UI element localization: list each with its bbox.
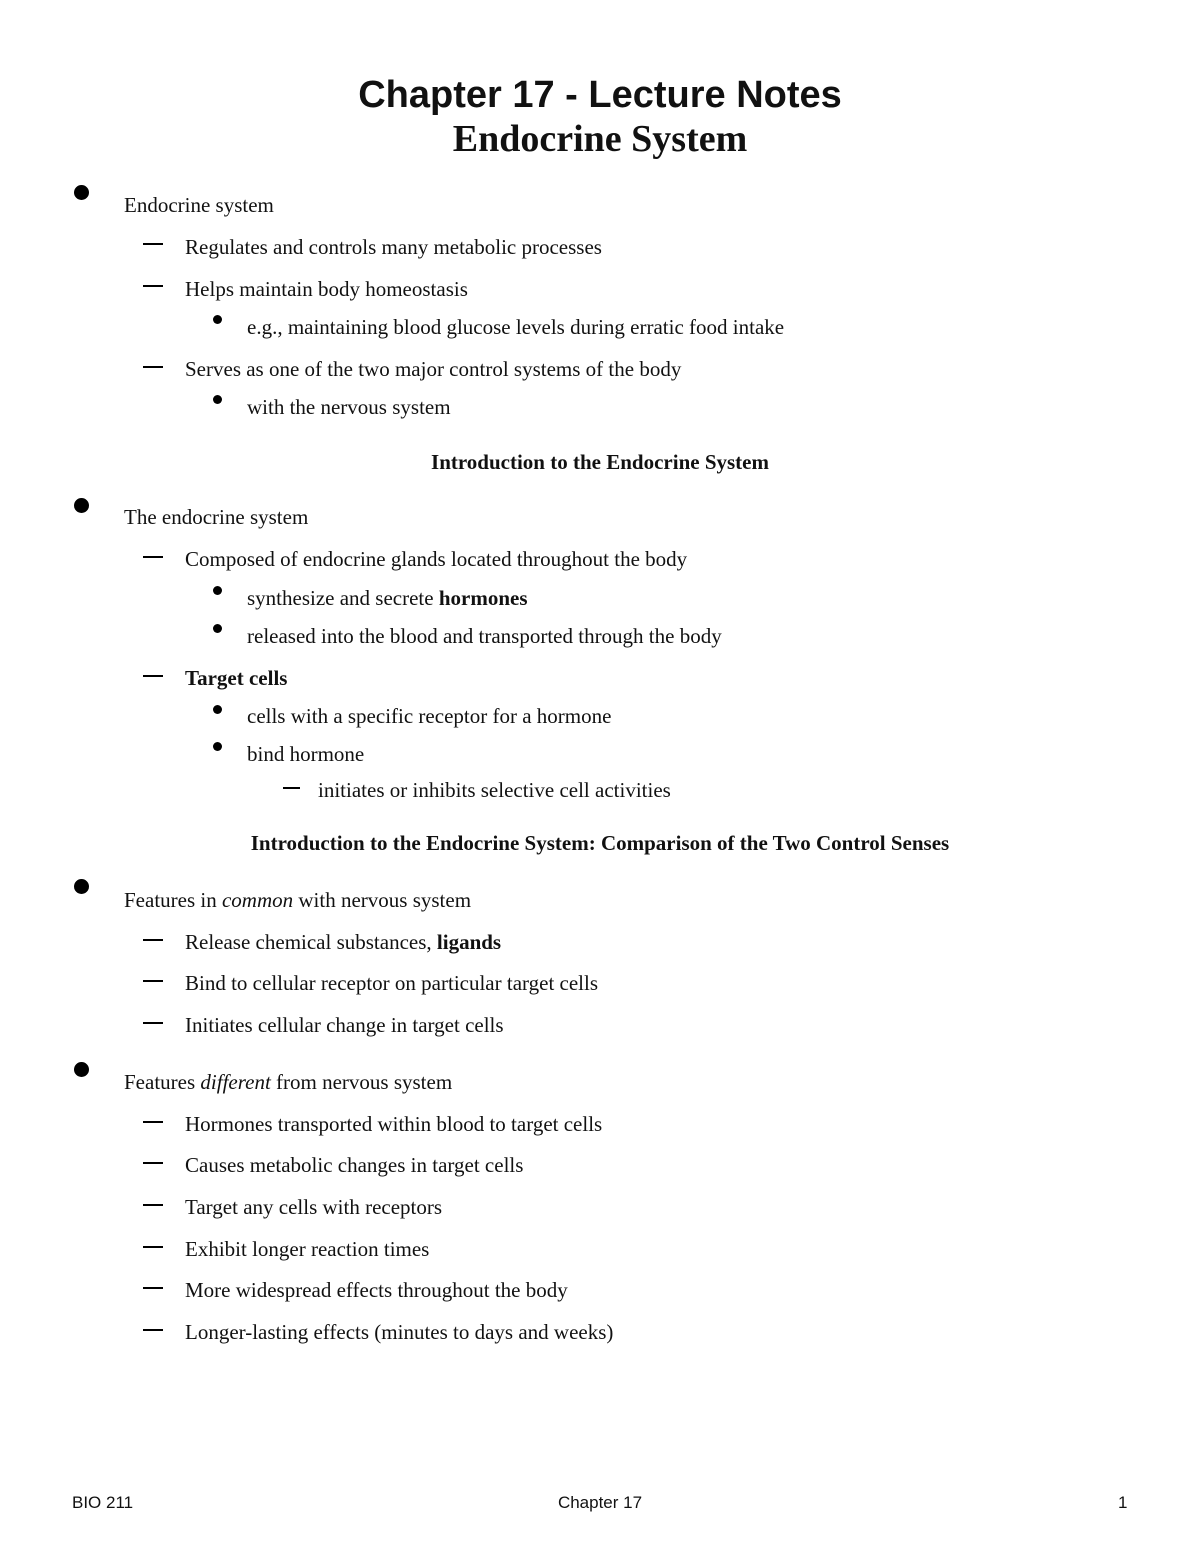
page-subtitle: Endocrine System — [452, 118, 748, 160]
list-item: Bind to cellular receptor on particular target cells — [185, 971, 599, 995]
list-item — [124, 1069, 452, 1095]
footer-chapter: Chapter 17 — [557, 1493, 643, 1512]
bullet-icon — [74, 1062, 89, 1077]
dash-icon — [143, 366, 163, 368]
list-item: Regulates and controls many metabolic processes — [185, 235, 602, 259]
bullet-icon — [213, 315, 222, 324]
text-span: synthesize and secrete — [247, 586, 439, 610]
dash-icon — [143, 1287, 163, 1289]
bullet-icon — [213, 742, 222, 751]
list-item: Exhibit longer reaction times — [185, 1237, 430, 1261]
dash-icon — [143, 980, 163, 982]
bold-term: hormones — [438, 586, 528, 610]
list-item: initiates or inhibits selective cell activities — [318, 778, 671, 802]
list-item: The endocrine system — [124, 505, 309, 529]
dash-icon — [143, 1329, 163, 1331]
dash-icon — [143, 675, 163, 677]
list-item: Helps maintain body homeostasis — [185, 277, 468, 301]
text-span: from nervous system — [270, 1070, 453, 1094]
text-span: with nervous system — [293, 888, 472, 912]
list-item: bind hormone — [247, 742, 365, 766]
text-span: Features — [124, 1070, 201, 1094]
bullet-icon — [74, 879, 89, 894]
page-title: Chapter 17 - Lecture Notes — [358, 74, 842, 116]
list-item: Target any cells with receptors — [185, 1195, 443, 1219]
dash-icon — [143, 1022, 163, 1024]
list-item: cells with a specific receptor for a hormone — [247, 704, 612, 728]
list-item: Hormones transported within blood to target cells — [185, 1112, 603, 1136]
dash-icon — [143, 285, 163, 287]
list-item: Composed of endocrine glands located throughout the body — [185, 547, 688, 571]
footer-course: BIO 211 — [72, 1493, 134, 1512]
bullet-icon — [213, 395, 222, 404]
dash-icon — [143, 243, 163, 245]
list-item: released into the blood and transported through the body — [247, 624, 722, 648]
dash-icon — [143, 1246, 163, 1248]
list-item: Causes metabolic changes in target cells — [185, 1153, 524, 1177]
list-item: Initiates cellular change in target cells — [185, 1013, 504, 1037]
section-heading: Introduction to the Endocrine System — [431, 450, 769, 474]
bullet-icon — [74, 185, 89, 200]
text-span: Release chemical substances, — [185, 930, 437, 954]
footer-page-number: 1 — [1118, 1493, 1128, 1512]
list-item: with the nervous system — [247, 395, 451, 419]
bullet-icon — [213, 586, 222, 595]
list-item — [247, 585, 528, 611]
dash-icon — [143, 939, 163, 941]
list-item — [185, 929, 501, 955]
italic-term: different — [200, 1070, 271, 1094]
list-item — [185, 665, 287, 691]
bold-term: Target cells — [185, 666, 288, 690]
list-item: More widespread effects throughout the body — [185, 1278, 568, 1302]
list-item: Endocrine system — [124, 193, 274, 217]
section-heading: Introduction to the Endocrine System: Comparison of the Two Control Senses — [250, 831, 950, 855]
bullet-icon — [74, 498, 89, 513]
dash-icon — [143, 1204, 163, 1206]
dash-icon — [143, 556, 163, 558]
dash-icon — [283, 787, 300, 789]
bullet-icon — [213, 624, 222, 633]
italic-term: common — [221, 888, 294, 912]
list-item: Longer-lasting effects (minutes to days and weeks) — [185, 1320, 614, 1344]
list-item — [124, 887, 471, 913]
list-item: Serves as one of the two major control systems of the body — [185, 357, 682, 381]
bullet-icon — [213, 705, 222, 714]
dash-icon — [143, 1121, 163, 1123]
text-span: Features in — [124, 888, 222, 912]
bold-term: ligands — [436, 930, 502, 954]
dash-icon — [143, 1162, 163, 1164]
list-item: e.g., maintaining blood glucose levels during erratic food intake — [247, 315, 785, 339]
